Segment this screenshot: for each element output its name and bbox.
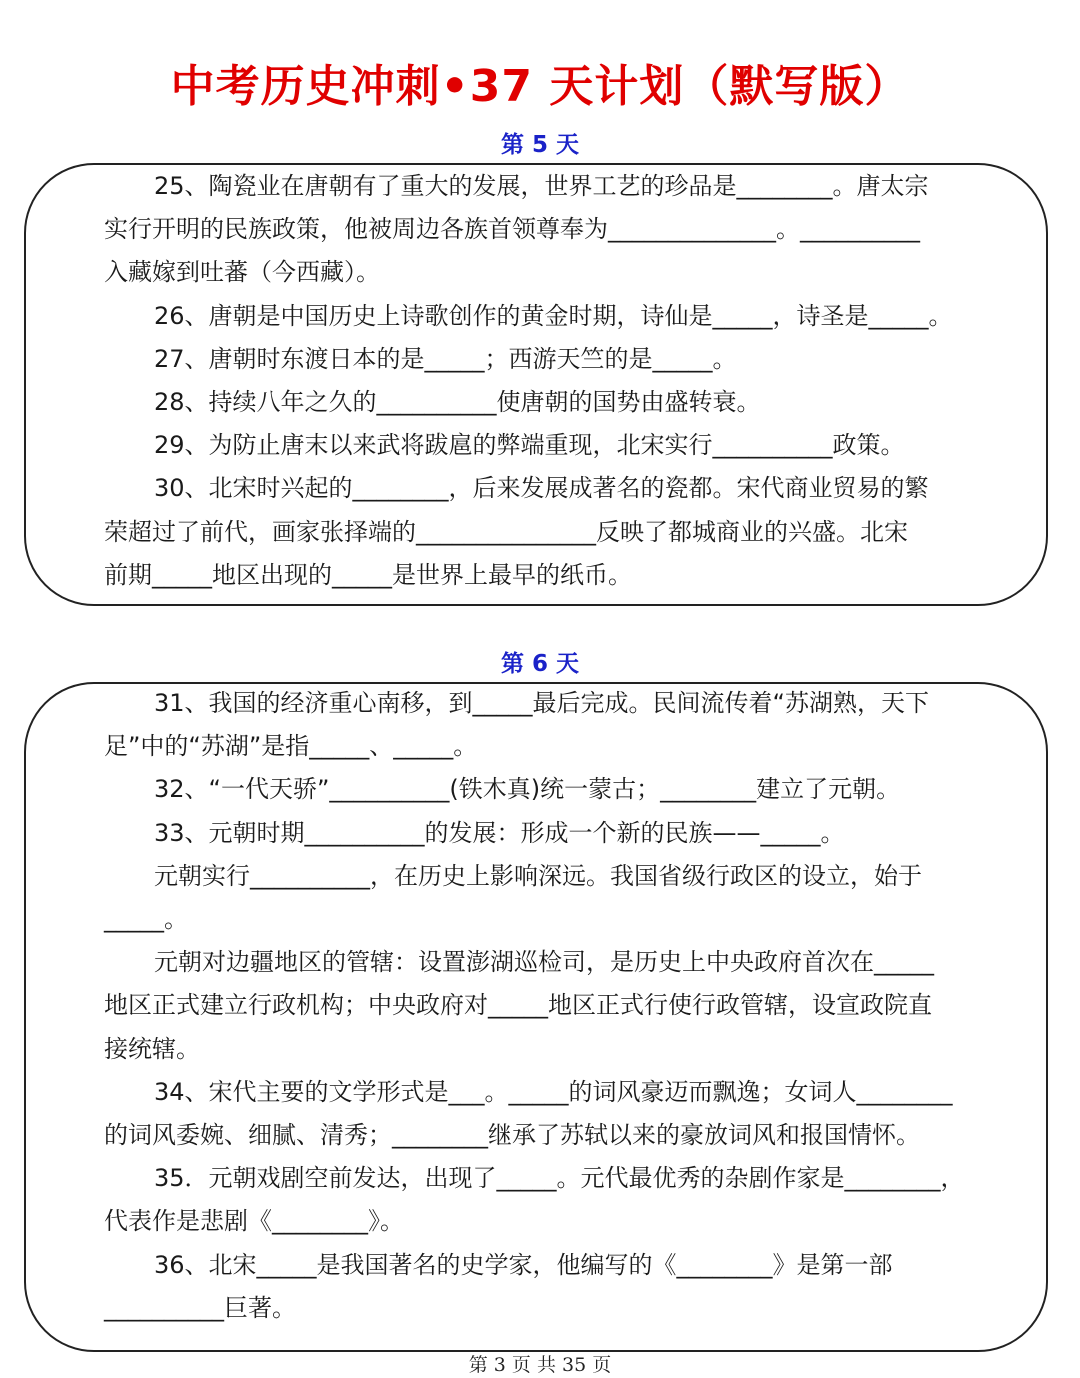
question-line: 前期_____地区出现的_____是世界上最早的纸币。 xyxy=(104,560,632,589)
question-line: 30、北宋时兴起的________，后来发展成著名的瓷都。宋代商业贸易的繁 xyxy=(154,474,929,503)
question-line: 接统辖。 xyxy=(104,1034,200,1063)
question-line: 33、元朝时期__________的发展：形成一个新的民族——_____。 xyxy=(154,818,845,847)
question-line: 实行开明的民族政策，他被周边各族首领尊奉为______________。__________ xyxy=(104,215,920,244)
question-line: 代表作是悲剧《________》。 xyxy=(104,1207,404,1236)
question-line: 25、陶瓷业在唐朝有了重大的发展，世界工艺的珍品是________。唐太宗 xyxy=(154,172,929,200)
question-line: 28、持续八年之久的__________使唐朝的国势由盛转衰。 xyxy=(154,388,761,417)
day5-heading: 第 5 天 xyxy=(500,132,580,158)
question-line: 35．元朝戏剧空前发达，出现了_____。元代最优秀的杂剧作家是________， xyxy=(154,1164,965,1193)
question-line: 29、为防止唐末以来武将跋扈的弊端重现，北宋实行__________政策。 xyxy=(154,431,905,460)
day5-content xyxy=(104,165,974,597)
question-line: 元朝对边疆地区的管辖：设置澎湖巡检司，是历史上中央政府首次在_____ xyxy=(154,948,934,977)
question-line: 31、我国的经济重心南移，到_____最后完成。民间流传着“苏湖熟，天下 xyxy=(154,689,929,717)
question-line: 足”中的“苏湖”是指_____、_____。 xyxy=(104,732,478,761)
question-line: _____。 xyxy=(104,905,188,934)
question-line: 27、唐朝时东渡日本的是_____；西游天竺的是_____。 xyxy=(154,344,737,373)
question-line: 地区正式建立行政机构；中央政府对_____地区正式行使行政管辖，设宣政院直 xyxy=(104,991,932,1020)
question-line: 36、北宋_____是我国著名的史学家，他编写的《________》是第一部 xyxy=(154,1250,893,1279)
question-line: 荣超过了前代，画家张择端的_______________反映了都城商业的兴盛。北宋 xyxy=(104,517,908,546)
question-line: 34、宋代主要的文学形式是___。_____的词风豪迈而飘逸；女词人________ xyxy=(154,1077,953,1106)
question-line: 入藏嫁到吐蕃（今西藏）。 xyxy=(104,258,380,287)
question-line: 26、唐朝是中国历史上诗歌创作的黄金时期，诗仙是_____，诗圣是_____。 xyxy=(154,301,953,330)
question-line: 的词风委婉、细腻、清秀；________继承了苏轼以来的豪放词风和报国情怀。 xyxy=(104,1121,920,1150)
question-line: __________巨著。 xyxy=(104,1293,296,1322)
day6-content xyxy=(104,682,974,1330)
question-line: 32、“一代天骄”__________(铁木真)统一蒙古；________建立了元朝。 xyxy=(154,775,901,804)
question-line: 元朝实行__________，在历史上影响深远。我国省级行政区的设立，始于 xyxy=(154,861,922,890)
day6-heading: 第 6 天 xyxy=(500,651,580,677)
page-footer: 第 3 页 共 35 页 xyxy=(468,1354,612,1376)
page-title: 中考历史冲刺•37 天计划（默写版） xyxy=(170,61,910,112)
